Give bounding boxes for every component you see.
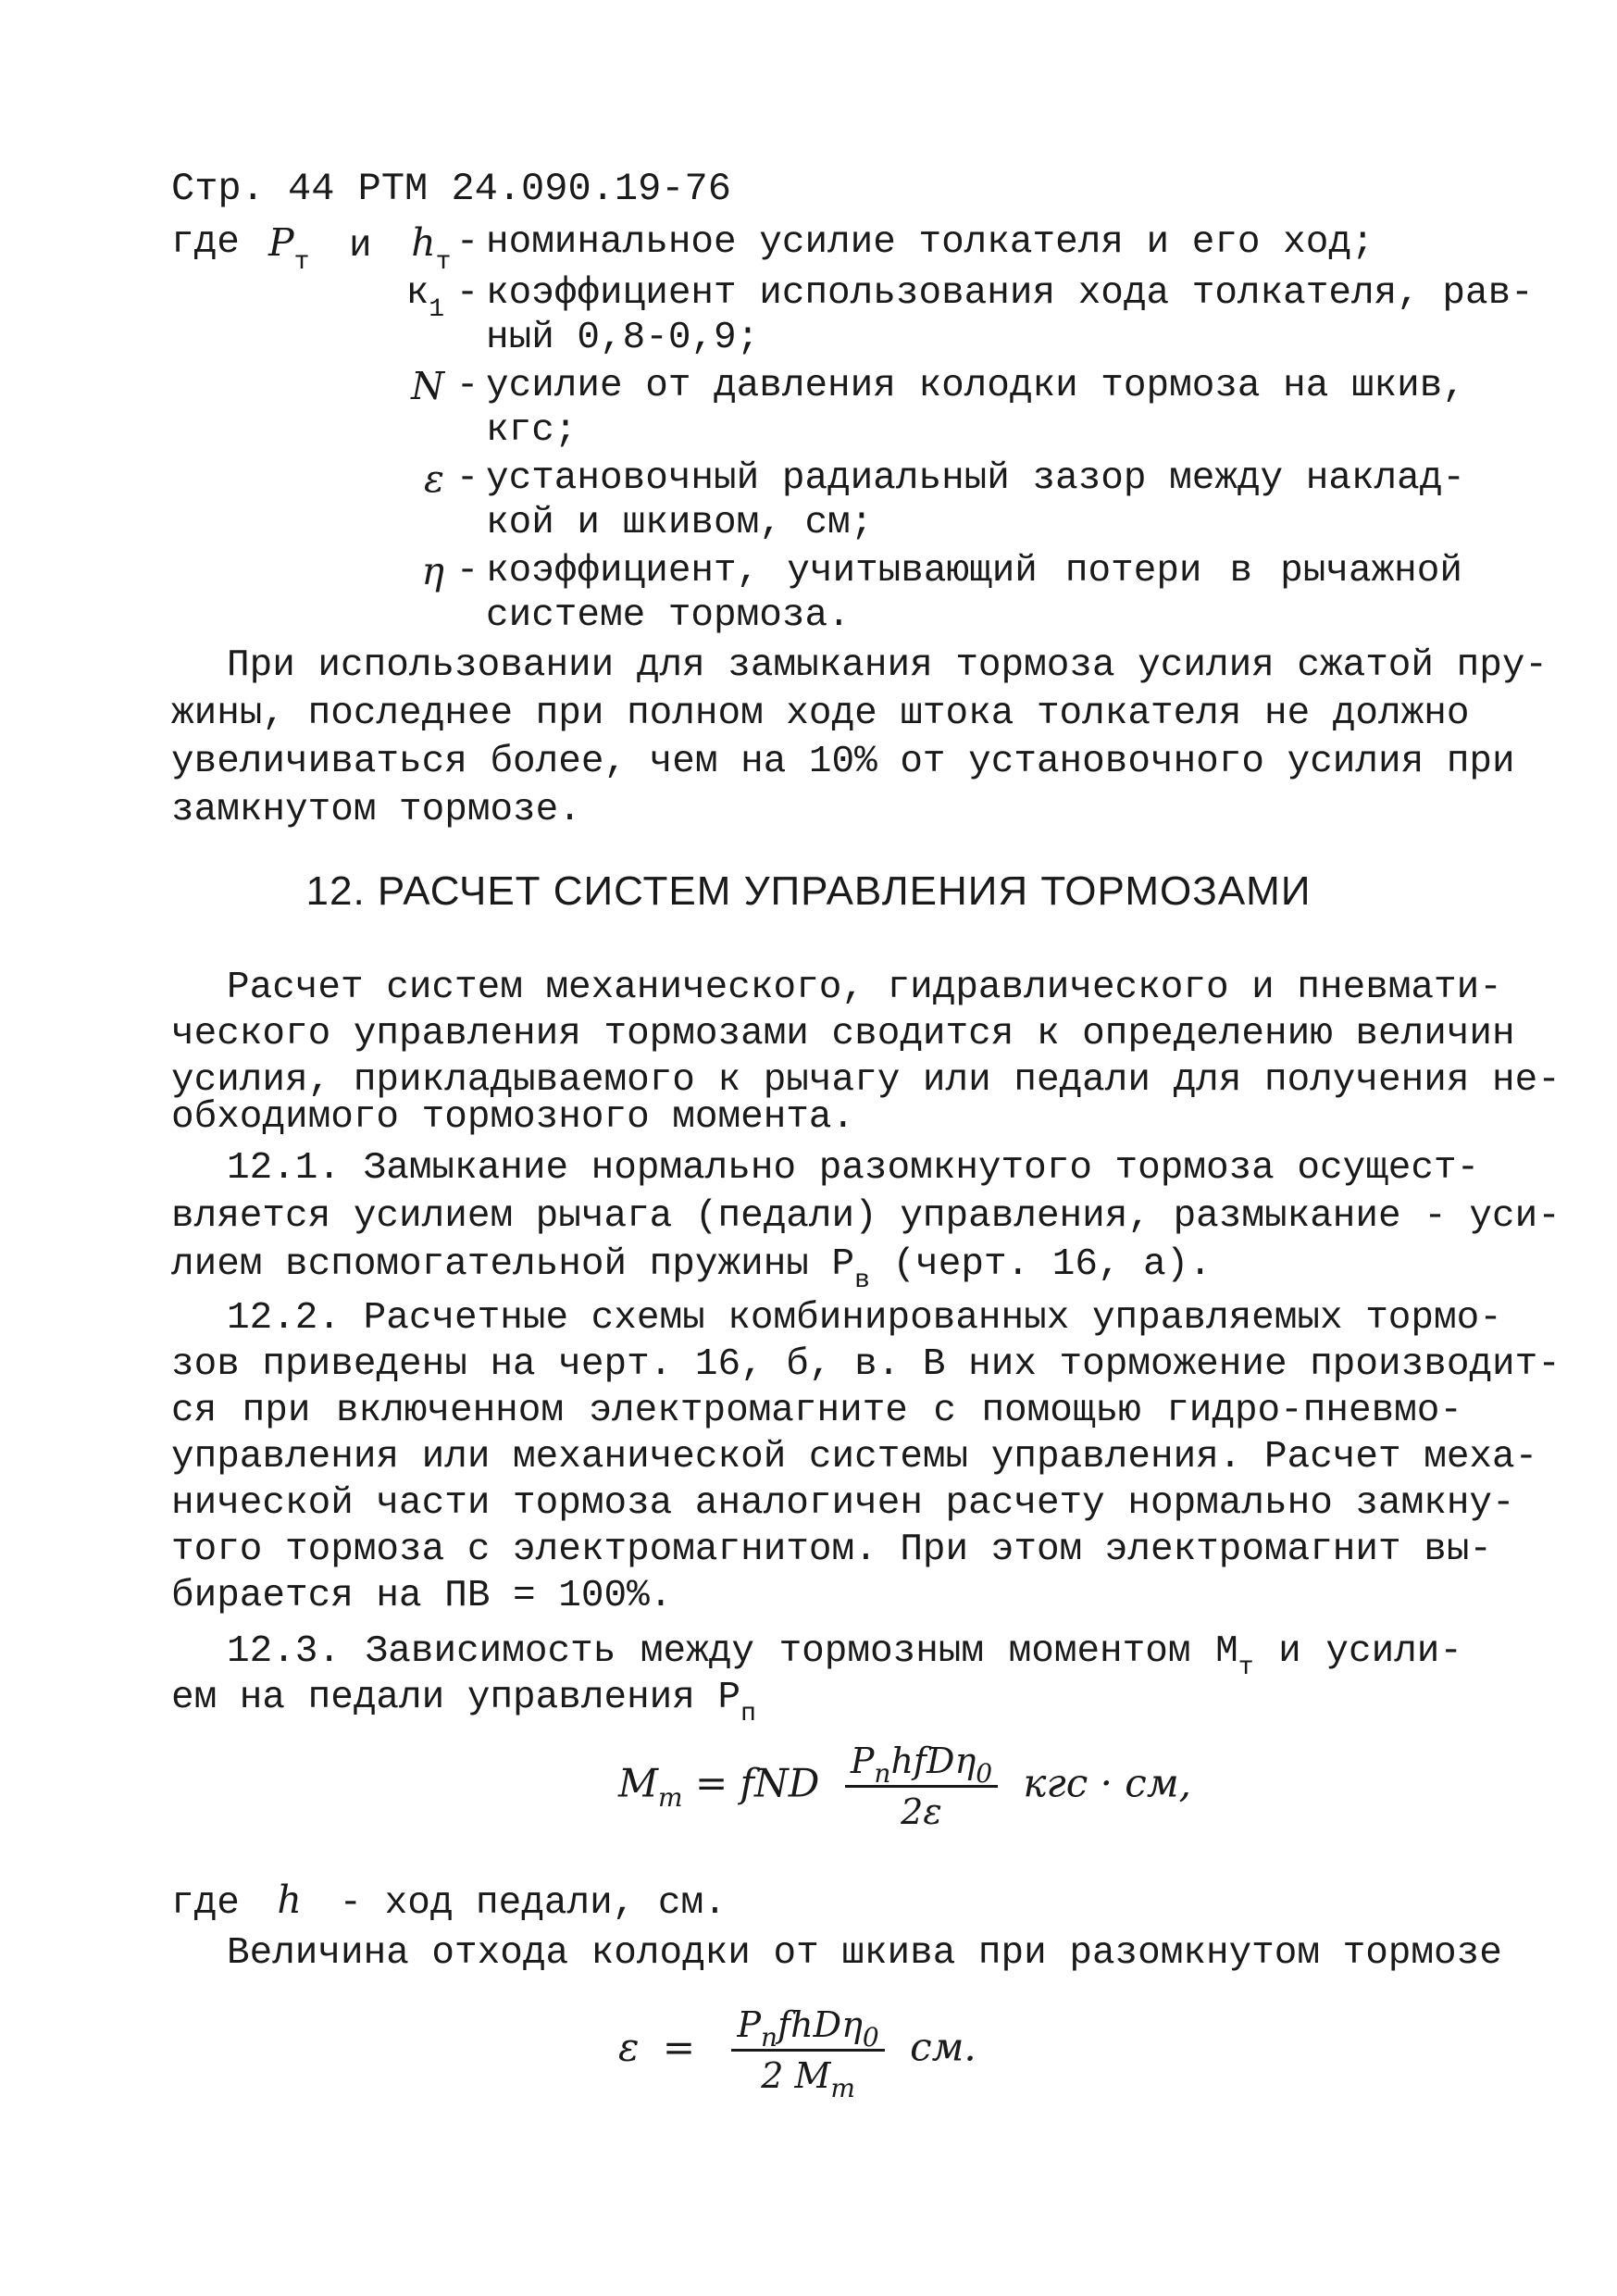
term-definition-cont: ный 0,8-0,9; — [486, 317, 760, 359]
formula-braking-torque: $M_т$ = fND $\frac{P_nhfD\eta_0}{2\varepsilon}$ кгс · см, — [618, 1741, 1191, 1832]
paragraph-line: 12.1. Замыкание нормально разомкнутого тормоза осущест- — [227, 1147, 1480, 1190]
paragraph-line: Расчет систем механического, гидравлического и пневмати- — [227, 967, 1502, 1009]
fraction: $\frac{P_nhfD\eta_0}{2\varepsilon}$ — [845, 1741, 998, 1832]
paragraph-line: ем на педали управления $P_п$ — [171, 1677, 756, 1728]
fraction: $\frac{P_nfhD\eta_0}{2 M_т}$ — [731, 2004, 884, 2096]
term-definition-cont: кгс; — [486, 409, 578, 452]
term-symbol: $к_1$ — [405, 272, 444, 324]
subscript: п — [740, 1700, 756, 1728]
term-dash: - — [455, 272, 479, 315]
paragraph-line: того тормоза с электромагнитом. При этом электромагнит вы- — [171, 1529, 1493, 1571]
where-label: где — [171, 221, 240, 264]
paragraph-line: обходимого тормозного момента. — [171, 1096, 855, 1139]
paragraph-line: ческого управления тормозами сводится к определению величин — [171, 1013, 1515, 1055]
paragraph-line: Величина отхода колодки от шкива при разомкнутом тормозе — [227, 1932, 1502, 1975]
term-row-eta-cont — [171, 593, 1462, 638]
paragraph-line: увеличиваться более, чем на 10% от установочного усилия при — [171, 741, 1515, 783]
term-symbol: η — [421, 549, 444, 593]
term-symbol: ε — [423, 456, 444, 501]
term-dash: - — [455, 457, 479, 500]
paragraph-line: ся при включенном электромагните с помощью гидро-пневмо- — [171, 1390, 1462, 1432]
section-title: 12. РАСЧЕТ СИСТЕМ УПРАВЛЕНИЯ ТОРМОЗАМИ — [305, 868, 1312, 914]
term-row-pusher — [171, 220, 1462, 277]
term-row-eta — [171, 549, 1462, 593]
term-row-epsilon-cont — [171, 501, 1462, 545]
paragraph-line: нической части тормоза аналогичен расчету нормально замкну- — [171, 1482, 1515, 1525]
paragraph-line: При использовании для замыкания тормоза усилия сжатой пру- — [227, 644, 1549, 687]
conjunction: и — [349, 225, 372, 268]
symbol-h: h — [277, 1878, 302, 1922]
paragraph-line: где h - ход педали, см. — [171, 1878, 727, 1925]
paragraph-line: замкнутом тормозе. — [171, 789, 581, 831]
paragraph-line: усилия, прикладываемого к рычагу или педали для получения не- — [171, 1059, 1561, 1102]
symbol-p: P — [268, 220, 294, 265]
page-header: Стр. 44 РТМ 24.090.19-76 — [171, 167, 731, 211]
subscript: т — [1238, 1653, 1254, 1682]
term-dash: - — [455, 550, 479, 593]
term-row-n — [171, 364, 1465, 408]
term-dash: - — [455, 221, 479, 264]
term-definition-cont: кой и шкивом, см; — [486, 502, 874, 544]
paragraph-line: управления или механической системы управления. Расчет меха- — [171, 1436, 1538, 1479]
paragraph-line: вляется усилием рычага (педали) управления, размыкание - уси- — [171, 1195, 1561, 1238]
term-row-k1-cont — [171, 316, 1462, 360]
paragraph-line: зов приведены на черт. 16, б, в. В них торможение производит- — [171, 1343, 1561, 1386]
term-definition: коэффициент, учитывающий потери в рычажной — [486, 550, 1462, 593]
paragraph-line: лием вспомогательной пружины $P_в$ (черт. 16, а). — [171, 1243, 1212, 1295]
term-symbols — [268, 220, 452, 277]
term-symbol: N — [411, 364, 444, 408]
term-definition: номинальное усилие толкателя и его ход; — [486, 221, 1374, 264]
term-row-n-cont — [171, 408, 1462, 453]
term-dash: - — [455, 365, 479, 407]
term-definition: коэффициент использования хода толкателя, рав- — [486, 272, 1534, 315]
term-row-k1 — [171, 271, 1534, 324]
term-definition: установочный радиальный зазор между наклад- — [486, 457, 1465, 500]
paragraph-line: 12.2. Расчетные схемы комбинированных управляемых тормо- — [227, 1297, 1502, 1340]
symbol-h: h — [411, 220, 436, 265]
term-definition: усилие от давления колодки тормоза на шкив, — [486, 365, 1465, 407]
paragraph-line: жины, последнее при полном ходе штока толкателя не должно — [171, 693, 1470, 735]
subscript: т — [293, 248, 310, 277]
subscript: в — [854, 1267, 870, 1295]
formula-shoe-gap: ε = $\frac{P_nfhD\eta_0}{2 M_т}$ см. — [618, 2004, 976, 2103]
subscript: т — [435, 248, 452, 277]
term-row-epsilon — [171, 456, 1465, 501]
paragraph-line: 12.3. Зависимость между тормозным моментом $M_т$ и усили- — [227, 1630, 1463, 1682]
paragraph-line: бирается на ПВ = 100%. — [171, 1575, 673, 1617]
term-definition-cont: системе тормоза. — [486, 594, 851, 637]
